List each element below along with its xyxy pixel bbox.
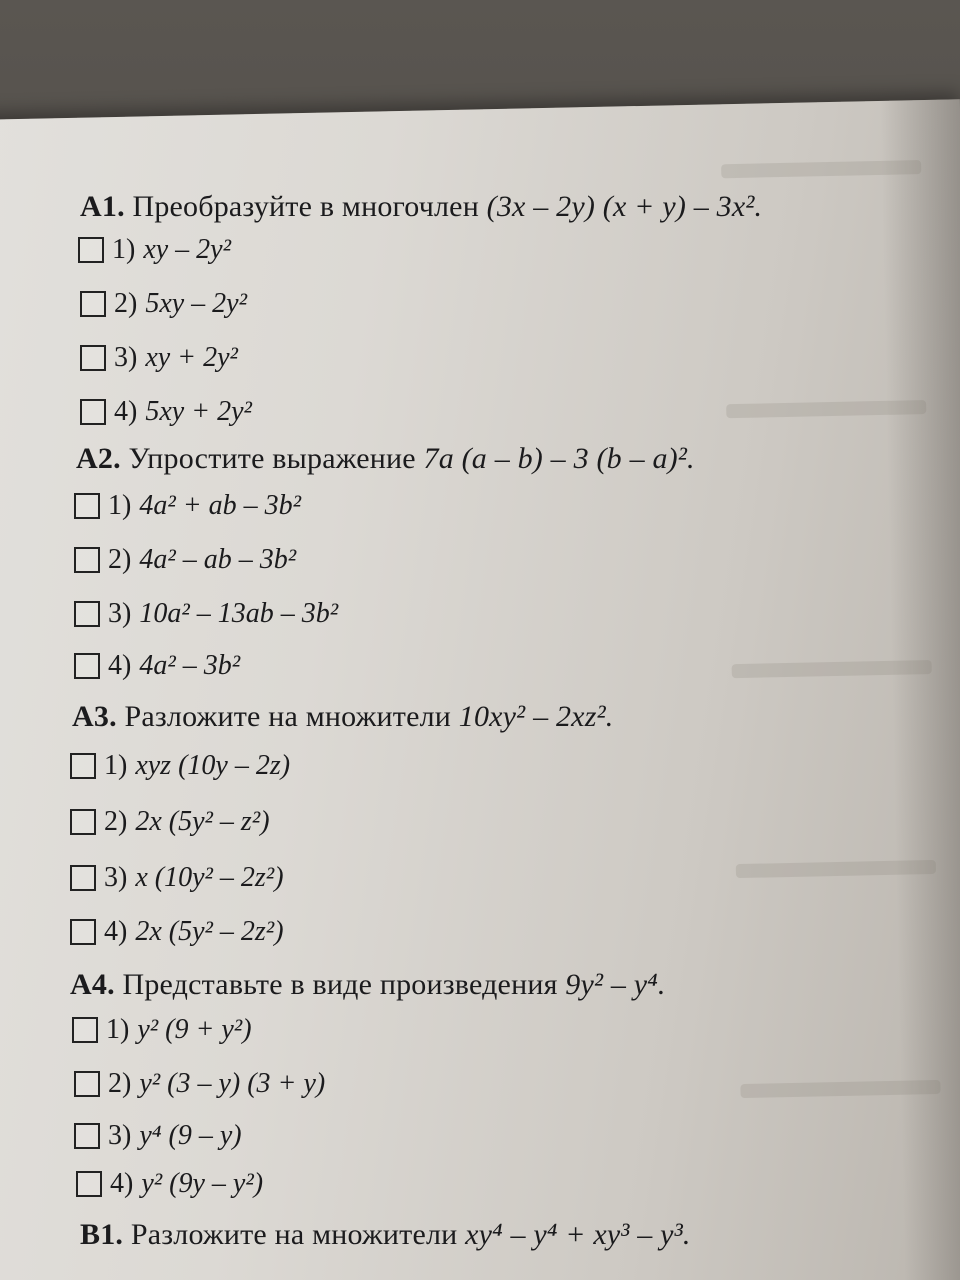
question-a1: [80, 190, 762, 224]
option-number: 3): [108, 598, 132, 629]
question-label: A1.: [80, 190, 125, 223]
question-text: Разложите на множители: [124, 700, 452, 733]
option-number: 1): [112, 234, 136, 265]
option-number: 3): [114, 342, 138, 373]
answer-checkbox[interactable]: [80, 345, 106, 371]
option-expression: y² (9y – y²): [141, 1168, 264, 1199]
answer-checkbox[interactable]: [74, 653, 100, 679]
answer-checkbox[interactable]: [78, 237, 104, 263]
answer-checkbox[interactable]: [70, 809, 96, 835]
answer-checkbox[interactable]: [74, 601, 100, 627]
option-a1-4[interactable]: [80, 396, 252, 428]
question-text: Упростите выражение: [128, 442, 416, 475]
question-expression: 10xy² – 2xz².: [458, 700, 614, 733]
option-number: 2): [108, 544, 132, 575]
question-expression: 9y² – y⁴.: [565, 968, 666, 1001]
option-a4-3[interactable]: [74, 1120, 242, 1152]
option-expression: 5xy – 2y²: [145, 288, 248, 319]
option-number: 1): [104, 750, 128, 781]
option-number: 4): [114, 396, 138, 427]
option-a1-1[interactable]: [78, 234, 231, 266]
option-a3-1[interactable]: [70, 750, 290, 782]
question-text: Преобразуйте в многочлен: [132, 190, 479, 223]
option-a2-2[interactable]: [74, 544, 296, 576]
option-a4-1[interactable]: [72, 1014, 252, 1046]
option-a1-2[interactable]: [80, 288, 247, 320]
answer-checkbox[interactable]: [74, 493, 100, 519]
option-expression: xy – 2y²: [143, 234, 232, 265]
question-a3: [72, 700, 613, 734]
option-number: 1): [106, 1014, 130, 1045]
option-a3-4[interactable]: [70, 916, 284, 948]
question-label: B1.: [80, 1218, 124, 1251]
option-expression: 4a² – ab – 3b²: [139, 544, 297, 575]
option-a3-3[interactable]: [70, 862, 284, 894]
option-expression: y² (9 + y²): [137, 1014, 252, 1045]
option-number: 2): [114, 288, 138, 319]
option-expression: 2x (5y² – 2z²): [135, 916, 284, 947]
option-number: 2): [108, 1068, 132, 1099]
option-expression: xy + 2y²: [145, 342, 238, 373]
option-a4-2[interactable]: [74, 1068, 325, 1100]
option-expression: 10a² – 13ab – 3b²: [139, 598, 339, 629]
option-a2-4[interactable]: [74, 650, 240, 682]
answer-checkbox[interactable]: [80, 291, 106, 317]
option-a1-3[interactable]: [80, 342, 238, 374]
option-number: 1): [108, 490, 132, 521]
option-expression: y⁴ (9 – y): [139, 1120, 242, 1151]
option-a2-3[interactable]: [74, 598, 338, 630]
option-expression: y² (3 – y) (3 + y): [139, 1068, 326, 1099]
question-expression: xy⁴ – y⁴ + xy³ – y³.: [465, 1218, 691, 1251]
answer-checkbox[interactable]: [76, 1171, 102, 1197]
option-number: 4): [108, 650, 132, 681]
question-label: A2.: [76, 442, 121, 475]
answer-checkbox[interactable]: [70, 865, 96, 891]
option-expression: 2x (5y² – z²): [135, 806, 270, 837]
question-label: A3.: [72, 700, 117, 733]
option-expression: 4a² – 3b²: [139, 650, 241, 681]
option-number: 4): [110, 1168, 134, 1199]
option-a4-4[interactable]: [76, 1168, 263, 1200]
answer-checkbox[interactable]: [72, 1017, 98, 1043]
answer-checkbox[interactable]: [70, 753, 96, 779]
option-number: 4): [104, 916, 128, 947]
answer-checkbox[interactable]: [74, 547, 100, 573]
question-text: Представьте в виде произведения: [122, 968, 558, 1001]
option-number: 3): [108, 1120, 132, 1151]
answer-checkbox[interactable]: [74, 1123, 100, 1149]
answer-checkbox[interactable]: [74, 1071, 100, 1097]
option-number: 3): [104, 862, 128, 893]
question-a2: [76, 442, 695, 476]
question-expression: 7a (a – b) – 3 (b – a)².: [423, 442, 695, 475]
option-a3-2[interactable]: [70, 806, 270, 838]
option-expression: x (10y² – 2z²): [135, 862, 284, 893]
question-b1: [80, 1218, 691, 1252]
question-label: A4.: [70, 968, 115, 1001]
option-expression: xyz (10y – 2z): [135, 750, 291, 781]
option-expression: 4a² + ab – 3b²: [139, 490, 302, 521]
question-a4: [70, 968, 666, 1002]
answer-checkbox[interactable]: [70, 919, 96, 945]
answer-checkbox[interactable]: [80, 399, 106, 425]
question-expression: (3x – 2y) (x + y) – 3x².: [486, 190, 763, 223]
question-text: Разложите на множители: [130, 1218, 458, 1251]
option-expression: 5xy + 2y²: [145, 396, 252, 427]
option-a2-1[interactable]: [74, 490, 301, 522]
option-number: 2): [104, 806, 128, 837]
